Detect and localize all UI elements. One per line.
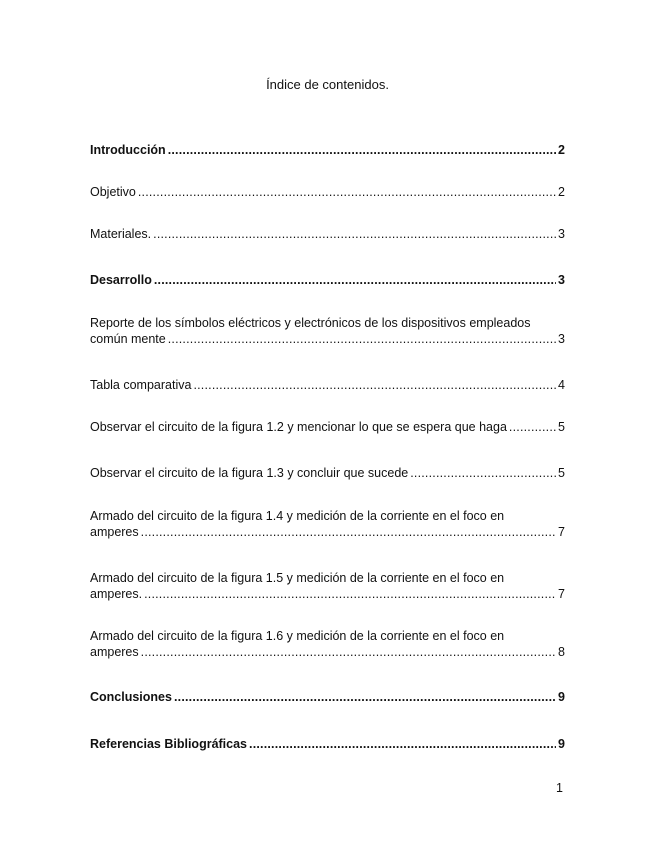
toc-entry-label: Materiales. [90,227,152,241]
toc-entry-label-line1: Armado del circuito de la figura 1.6 y medición de la corriente en el foco en [90,629,505,643]
toc-entry-label: Referencias Bibliográficas [90,737,248,751]
dot-leader [193,377,556,393]
toc-entry-label-line2: amperes [90,645,139,659]
toc-entry-page: 3 [558,273,565,287]
toc-entry-observar-figura-1-2[interactable] [90,419,565,435]
toc-entry-armado-figura-1-4[interactable] [90,508,565,540]
dot-leader [168,331,556,347]
dot-leader [141,524,556,540]
toc-entry-label-line1: Reporte de los símbolos eléctricos y electrónicos de los dispositivos empleados [90,316,531,330]
dot-leader [141,644,556,660]
toc-entry-label-line1: Armado del circuito de la figura 1.4 y medición de la corriente en el foco en [90,509,505,523]
dot-leader [249,736,556,752]
toc-entry-page: 7 [558,587,565,601]
page-title: Índice de contenidos. [266,77,389,92]
toc-entry-page: 5 [558,466,565,480]
toc-entry-page: 3 [558,227,565,241]
toc-entry-page: 8 [558,645,565,659]
toc-entry-page: 9 [558,690,565,704]
dot-leader [410,465,556,481]
toc-entry-page: 9 [558,737,565,751]
page-number: 1 [556,781,563,795]
toc-entry-label-line1: Armado del circuito de la figura 1.5 y medición de la corriente en el foco en [90,571,505,585]
toc-entry-reporte-simbolos[interactable] [90,315,565,347]
toc-entry-label: Observar el circuito de la figura 1.3 y concluir que sucede [90,466,409,480]
toc-entry-label-line2: amperes [90,525,139,539]
toc-entry-referencias[interactable] [90,736,565,752]
toc-entry-label-line2: amperes. [90,587,143,601]
dot-leader [174,689,556,705]
toc-entry-page: 5 [558,420,565,434]
toc-entry-label: Desarrollo [90,273,152,287]
toc-entry-label: Objetivo [90,185,136,199]
toc-entry-page: 3 [558,332,565,346]
toc-entry-label: Conclusiones [90,690,172,704]
toc-entry-page: 4 [558,378,565,392]
dot-leader [153,226,556,242]
toc-entry-page: 2 [558,143,565,157]
toc-entry-label: Tabla comparativa [90,378,192,392]
toc-entry-armado-figura-1-5[interactable] [90,570,565,602]
dot-leader [144,586,556,602]
toc-entry-label-line2: común mente [90,332,166,346]
toc-entry-page: 7 [558,525,565,539]
toc-entry-armado-figura-1-6[interactable] [90,628,565,660]
toc-entry-conclusiones[interactable] [90,689,565,705]
toc-entry-desarrollo[interactable] [90,272,565,288]
dot-leader [154,272,556,288]
toc-entry-observar-figura-1-3[interactable] [90,465,565,481]
toc-entry-tabla-comparativa[interactable] [90,377,565,393]
dot-leader [168,142,556,158]
toc-entry-objetivo[interactable] [90,184,565,200]
toc-entry-label: Observar el circuito de la figura 1.2 y mencionar lo que se espera que haga [90,420,507,434]
toc-entry-introduccion[interactable] [90,142,565,158]
dot-leader [138,184,556,200]
toc-entry-page: 2 [558,185,565,199]
toc-entry-materiales[interactable] [90,226,565,242]
toc-entry-label: Introducción [90,143,166,157]
dot-leader [509,419,556,435]
